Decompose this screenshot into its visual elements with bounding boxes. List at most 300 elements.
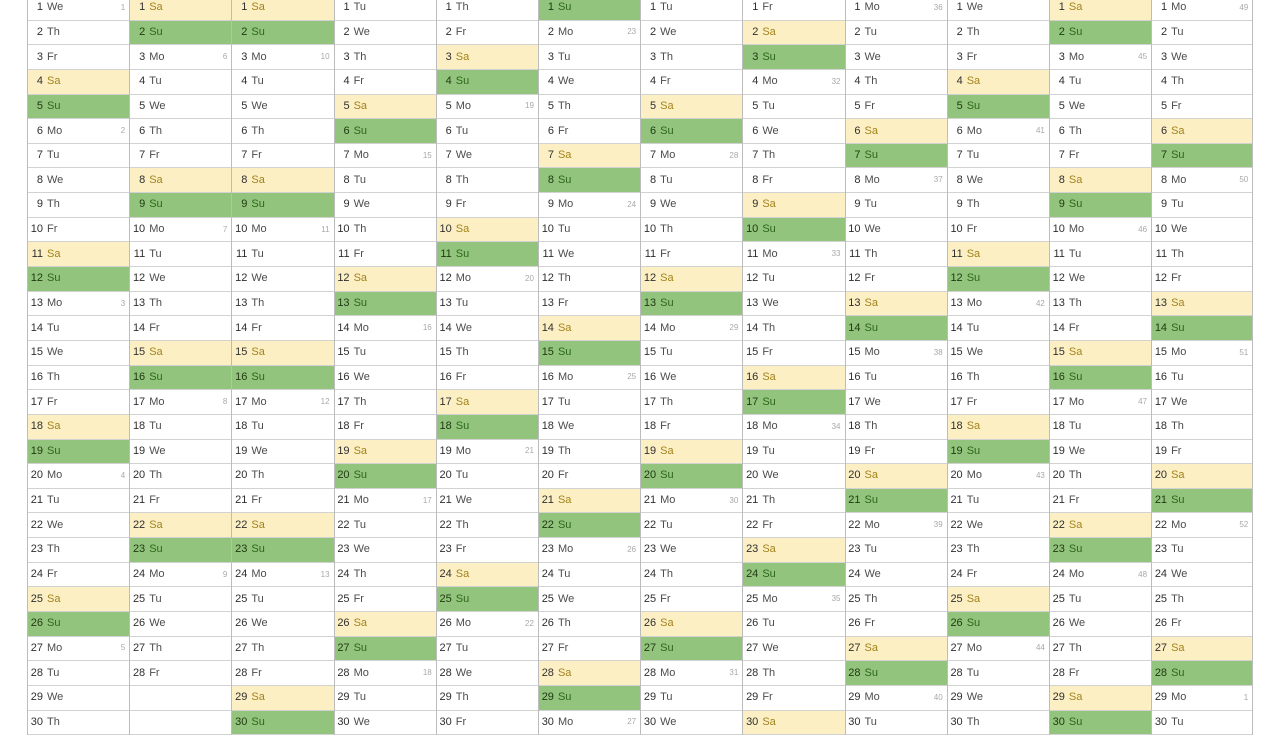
day-number: 18 (746, 420, 759, 433)
day-number: 14 (235, 321, 248, 334)
weekday-label: Fr (762, 173, 773, 186)
day-cell-month9-day13 (846, 292, 947, 317)
weekday-label: Th (966, 25, 980, 38)
weekday-label: Su (47, 617, 61, 630)
day-number: 3 (956, 50, 963, 63)
day-cell-month12-day17 (1152, 390, 1252, 415)
weekday-label: Tu (762, 617, 775, 630)
weekday-label: Th (353, 395, 367, 408)
day-number: 20 (746, 469, 759, 482)
day-cell-month11-day23 (1050, 538, 1151, 563)
weekday-label: Th (455, 691, 469, 704)
weekday-label: We (47, 518, 64, 531)
weekday-label: Su (251, 543, 265, 556)
day-number: 22 (235, 518, 248, 531)
weekday-label: Su (660, 124, 674, 137)
weekday-label: Su (966, 617, 981, 630)
day-number: 18 (439, 420, 452, 433)
day-number: 4 (752, 75, 759, 88)
day-cell-month10-day24 (948, 563, 1049, 588)
day-number: 20 (235, 469, 248, 482)
weekday-label: Sa (762, 543, 776, 556)
day-number: 18 (30, 420, 43, 433)
day-number: 16 (439, 370, 452, 383)
day-cell-month3-day8 (232, 168, 333, 193)
weekday-label: Fr (149, 149, 160, 162)
weekday-label: Fr (557, 124, 569, 137)
week-number: 8 (222, 397, 228, 407)
day-cell-month9-day20 (846, 464, 947, 489)
weekday-label: Sa (557, 321, 572, 334)
day-cell-month9-day24 (846, 563, 947, 588)
day-number: 5 (36, 99, 43, 112)
weekday-label: We (455, 666, 473, 679)
day-number: 26 (950, 617, 963, 630)
day-number: 21 (30, 494, 43, 507)
day-cell-month3-day2 (232, 21, 333, 46)
day-number: 7 (36, 149, 43, 162)
day-cell-month11-day13 (1050, 292, 1151, 317)
day-number: 23 (643, 543, 657, 556)
day-cell-month12-day15 (1152, 341, 1252, 366)
day-number: 3 (241, 50, 248, 63)
weekday-label: Fr (1068, 149, 1080, 162)
day-cell-month2-day7 (130, 144, 231, 169)
day-number: 2 (445, 25, 452, 38)
weekday-label: Tu (966, 666, 980, 679)
day-number: 24 (1052, 568, 1065, 581)
weekday-label: Sa (660, 617, 674, 630)
weekday-label: Su (353, 469, 368, 482)
week-number: 1 (1243, 692, 1249, 702)
weekday-label: Th (864, 420, 878, 433)
weekday-label: Fr (557, 297, 569, 309)
day-number: 12 (30, 272, 43, 285)
day-cell-month5-day16 (437, 366, 538, 391)
weekday-label: Tu (1068, 592, 1082, 605)
day-number: 25 (235, 592, 248, 605)
day-number: 26 (1154, 617, 1168, 630)
weekday-label: Su (1068, 715, 1083, 728)
weekday-label: Mo (455, 272, 472, 285)
day-cell-month10-day1 (948, 0, 1049, 21)
day-cell-month8-day5 (743, 95, 844, 120)
day-cell-month1-day25 (28, 587, 129, 612)
day-number: 25 (643, 592, 657, 605)
weekday-label: Sa (1171, 297, 1185, 309)
day-number: 15 (746, 346, 759, 359)
day-number: 12 (439, 272, 452, 285)
weekday-label: Sa (251, 173, 265, 186)
day-cell-month4-day6 (335, 119, 436, 144)
day-cell-month7-day1 (641, 0, 742, 21)
day-cell-month9-day4 (846, 70, 947, 95)
day-cell-month1-day1 (28, 0, 129, 21)
day-cell-month10-day6 (948, 119, 1049, 144)
day-number: 13 (30, 297, 43, 309)
day-number: 1 (1058, 1, 1065, 14)
weekday-label: Su (864, 494, 878, 507)
day-cell-month7-day2 (641, 21, 742, 46)
day-number: 7 (139, 149, 146, 162)
day-cell-month11-day14 (1050, 316, 1151, 341)
weekday-label: Sa (762, 198, 776, 211)
day-cell-month1-day26 (28, 612, 129, 637)
day-cell-month2-day28 (130, 661, 231, 686)
day-cell-month7-day23 (641, 538, 742, 563)
weekday-label: Th (864, 247, 878, 260)
month-column-11 (1049, 0, 1151, 735)
weekday-label: Th (762, 149, 776, 162)
day-number: 7 (547, 149, 554, 162)
day-cell-month3-day17 (232, 390, 333, 415)
day-number: 1 (547, 1, 554, 14)
day-number: 2 (752, 25, 759, 38)
day-number: 27 (848, 641, 861, 654)
month-column-3 (231, 0, 333, 735)
day-number: 24 (30, 568, 43, 581)
day-number: 30 (848, 715, 861, 728)
month-column-4 (334, 0, 436, 735)
weekday-label: Sa (1171, 469, 1185, 482)
day-number: 8 (1058, 173, 1065, 186)
weekday-label: Su (864, 666, 878, 679)
day-cell-month6-day22 (539, 513, 640, 538)
day-number: 10 (337, 223, 350, 236)
day-cell-month10-day29 (948, 686, 1049, 711)
day-cell-month2-day12 (130, 267, 231, 292)
day-number: 12 (235, 272, 248, 285)
day-cell-month9-day7 (846, 144, 947, 169)
day-number: 7 (241, 149, 248, 162)
day-number: 12 (1052, 272, 1065, 285)
weekday-label: Tu (864, 198, 877, 211)
weekday-label: Su (455, 420, 470, 433)
week-number: 9 (222, 569, 228, 579)
day-cell-month5-day3 (437, 45, 538, 70)
day-number: 20 (337, 469, 350, 482)
calendar-grid (27, 0, 1253, 735)
weekday-label: Tu (1171, 370, 1184, 383)
day-number: 15 (30, 346, 43, 359)
day-number: 26 (541, 617, 554, 630)
day-cell-month1-day18 (28, 415, 129, 440)
day-number: 4 (445, 75, 452, 88)
day-number: 1 (854, 1, 861, 14)
weekday-label: Fr (762, 346, 773, 359)
day-number: 8 (752, 173, 759, 186)
day-number: 9 (36, 198, 43, 211)
day-number: 30 (235, 715, 248, 728)
day-cell-month9-day30 (846, 711, 947, 735)
day-number: 10 (439, 223, 452, 236)
weekday-label: We (455, 149, 473, 162)
weekday-label: We (864, 395, 881, 408)
day-cell-month5-day18 (437, 415, 538, 440)
weekday-label: We (149, 617, 166, 630)
day-number: 26 (848, 617, 861, 630)
weekday-label: Su (47, 99, 61, 112)
day-number: 18 (1052, 420, 1065, 433)
day-cell-month4-day14 (335, 316, 436, 341)
day-cell-month7-day7 (641, 144, 742, 169)
day-cell-month4-day29 (335, 686, 436, 711)
day-number: 9 (854, 198, 861, 211)
day-cell-month4-day5 (335, 95, 436, 120)
day-number: 2 (854, 25, 861, 38)
day-number: 6 (36, 124, 43, 137)
day-number: 29 (337, 691, 350, 704)
day-number: 22 (337, 518, 350, 531)
weekday-label: Mo (762, 75, 778, 88)
day-number: 23 (132, 543, 146, 556)
weekday-label: Tu (149, 592, 162, 605)
weekday-label: Fr (455, 370, 467, 383)
day-number: 11 (849, 247, 861, 260)
weekday-label: Mo (1068, 50, 1085, 63)
day-number: 16 (337, 370, 350, 383)
day-number: 4 (854, 75, 861, 88)
day-number: 27 (1052, 641, 1065, 654)
weekday-label: Tu (762, 272, 775, 285)
weekday-label: Mo (1068, 223, 1085, 236)
day-number: 14 (30, 321, 43, 334)
day-cell-month5-day1 (437, 0, 538, 21)
day-number: 5 (854, 99, 861, 112)
day-number: 30 (439, 715, 452, 728)
weekday-label: Sa (455, 223, 470, 236)
week-number: 11 (321, 224, 330, 234)
day-number: 21 (848, 494, 861, 507)
weekday-label: Sa (557, 149, 572, 162)
week-number: 46 (1138, 224, 1148, 234)
day-cell-month7-day20 (641, 464, 742, 489)
empty-cell (130, 711, 231, 735)
weekday-label: Tu (557, 395, 571, 408)
day-number: 17 (1052, 395, 1065, 408)
day-cell-month8-day28 (743, 661, 844, 686)
weekday-label: Sa (149, 173, 163, 186)
weekday-label: Fr (660, 420, 671, 433)
day-number: 24 (643, 568, 657, 581)
week-number: 4 (120, 470, 126, 480)
weekday-label: Fr (149, 666, 160, 679)
day-cell-month10-day9 (948, 193, 1049, 218)
day-cell-month9-day29 (846, 686, 947, 711)
weekday-label: Tu (149, 247, 162, 260)
day-cell-month9-day2 (846, 21, 947, 46)
day-cell-month10-day3 (948, 45, 1049, 70)
day-number: 6 (650, 124, 657, 137)
day-number: 27 (235, 641, 248, 654)
weekday-label: Mo (864, 691, 880, 704)
day-cell-month11-day5 (1050, 95, 1151, 120)
day-number: 30 (950, 715, 963, 728)
day-number: 21 (950, 494, 963, 507)
month-column-8 (742, 0, 844, 735)
weekday-label: Tu (47, 149, 60, 162)
day-cell-month7-day5 (641, 95, 742, 120)
weekday-label: Mo (47, 469, 63, 482)
weekday-label: Mo (251, 50, 267, 63)
day-number: 6 (241, 124, 248, 137)
day-cell-month11-day4 (1050, 70, 1151, 95)
weekday-label: Fr (966, 568, 978, 581)
day-cell-month10-day21 (948, 489, 1049, 514)
day-cell-month7-day12 (641, 267, 742, 292)
day-cell-month5-day27 (437, 637, 538, 662)
day-number: 14 (950, 321, 963, 334)
day-number: 15 (848, 346, 861, 359)
day-number: 4 (1160, 75, 1168, 88)
weekday-label: We (149, 444, 166, 457)
day-cell-month11-day17 (1050, 390, 1151, 415)
day-cell-month10-day2 (948, 21, 1049, 46)
day-cell-month10-day11 (948, 242, 1049, 267)
weekday-label: Th (251, 124, 265, 137)
day-cell-month4-day16 (335, 366, 436, 391)
day-number: 28 (643, 666, 657, 679)
day-number: 27 (643, 641, 657, 654)
weekday-label: We (455, 494, 473, 507)
weekday-label: Th (660, 223, 673, 236)
day-cell-month8-day16 (743, 366, 844, 391)
weekday-label: Mo (864, 173, 880, 186)
day-cell-month6-day7 (539, 144, 640, 169)
day-cell-month9-day14 (846, 316, 947, 341)
day-cell-month9-day12 (846, 267, 947, 292)
day-number: 10 (30, 223, 43, 236)
weekday-label: Su (762, 223, 776, 236)
day-number: 20 (643, 469, 657, 482)
day-cell-month12-day25 (1152, 587, 1252, 612)
day-cell-month7-day26 (641, 612, 742, 637)
weekday-label: Th (557, 99, 571, 112)
day-number: 16 (1052, 370, 1065, 383)
weekday-label: Tu (353, 173, 366, 186)
day-cell-month5-day20 (437, 464, 538, 489)
weekday-label: Su (353, 641, 368, 654)
weekday-label: Tu (47, 321, 60, 334)
day-cell-month2-day1 (130, 0, 231, 21)
day-cell-month6-day28 (539, 661, 640, 686)
day-number: 19 (235, 444, 248, 457)
day-number: 22 (541, 518, 554, 531)
weekday-label: Fr (1068, 321, 1080, 334)
weekday-label: Tu (864, 370, 877, 383)
day-cell-month4-day3 (335, 45, 436, 70)
day-number: 29 (541, 691, 554, 704)
day-cell-month3-day29 (232, 686, 333, 711)
weekday-label: Su (47, 272, 61, 285)
weekday-label: Mo (47, 124, 63, 137)
day-cell-month12-day12 (1152, 267, 1252, 292)
day-cell-month3-day22 (232, 513, 333, 538)
day-cell-month8-day15 (743, 341, 844, 366)
day-number: 13 (1052, 297, 1065, 309)
weekday-label: Tu (864, 543, 877, 556)
day-cell-month5-day24 (437, 563, 538, 588)
day-number: 15 (132, 346, 146, 359)
day-number: 25 (337, 592, 350, 605)
day-cell-month2-day14 (130, 316, 231, 341)
weekday-label: Tu (660, 1, 673, 14)
day-cell-month2-day16 (130, 366, 231, 391)
weekday-label: Mo (353, 666, 369, 679)
day-number: 16 (1154, 370, 1168, 383)
day-number: 28 (132, 666, 146, 679)
weekday-label: Mo (966, 469, 982, 482)
day-cell-month1-day29 (28, 686, 129, 711)
day-number: 3 (1058, 50, 1065, 63)
day-cell-month1-day8 (28, 168, 129, 193)
weekday-label: Tu (1068, 75, 1082, 88)
weekday-label: Su (455, 247, 470, 260)
day-number: 18 (950, 420, 963, 433)
day-cell-month8-day19 (743, 440, 844, 465)
day-cell-month7-day10 (641, 218, 742, 243)
week-number: 5 (120, 643, 126, 653)
day-cell-month7-day18 (641, 415, 742, 440)
weekday-label: Th (1171, 247, 1184, 260)
day-number: 24 (235, 568, 248, 581)
weekday-label: Sa (455, 50, 470, 63)
weekday-label: We (966, 1, 983, 14)
day-cell-month8-day18 (743, 415, 844, 440)
day-cell-month1-day5 (28, 95, 129, 120)
day-cell-month5-day17 (437, 390, 538, 415)
day-cell-month2-day3 (130, 45, 231, 70)
weekday-label: Su (864, 321, 878, 334)
day-number: 12 (337, 272, 350, 285)
day-cell-month2-day8 (130, 168, 231, 193)
day-cell-month8-day13 (743, 292, 844, 317)
day-number: 29 (950, 691, 963, 704)
day-cell-month8-day10 (743, 218, 844, 243)
weekday-label: Tu (1171, 715, 1184, 728)
day-number: 6 (547, 124, 554, 137)
week-number: 20 (525, 273, 534, 283)
day-number: 30 (541, 715, 554, 728)
weekday-label: Fr (762, 1, 773, 14)
day-number: 19 (643, 444, 657, 457)
day-cell-month10-day17 (948, 390, 1049, 415)
weekday-label: Fr (251, 494, 262, 507)
weekday-label: Mo (353, 321, 369, 334)
day-cell-month4-day30 (335, 711, 436, 735)
weekday-label: Th (966, 715, 980, 728)
weekday-label: We (1068, 444, 1086, 457)
week-number: 35 (831, 594, 841, 604)
day-cell-month8-day23 (743, 538, 844, 563)
day-number: 15 (950, 346, 963, 359)
day-number: 7 (752, 149, 759, 162)
weekday-label: Th (149, 124, 163, 137)
day-cell-month1-day15 (28, 341, 129, 366)
day-cell-month5-day2 (437, 21, 538, 46)
day-number: 13 (950, 297, 963, 309)
weekday-label: Th (353, 223, 367, 236)
day-cell-month9-day17 (846, 390, 947, 415)
day-number: 9 (650, 198, 657, 211)
weekday-label: Th (864, 592, 878, 605)
day-cell-month4-day11 (335, 242, 436, 267)
weekday-label: Tu (353, 518, 366, 531)
weekday-label: Sa (1068, 173, 1083, 186)
day-cell-month10-day14 (948, 316, 1049, 341)
weekday-label: We (660, 25, 677, 38)
day-cell-month9-day15 (846, 341, 947, 366)
